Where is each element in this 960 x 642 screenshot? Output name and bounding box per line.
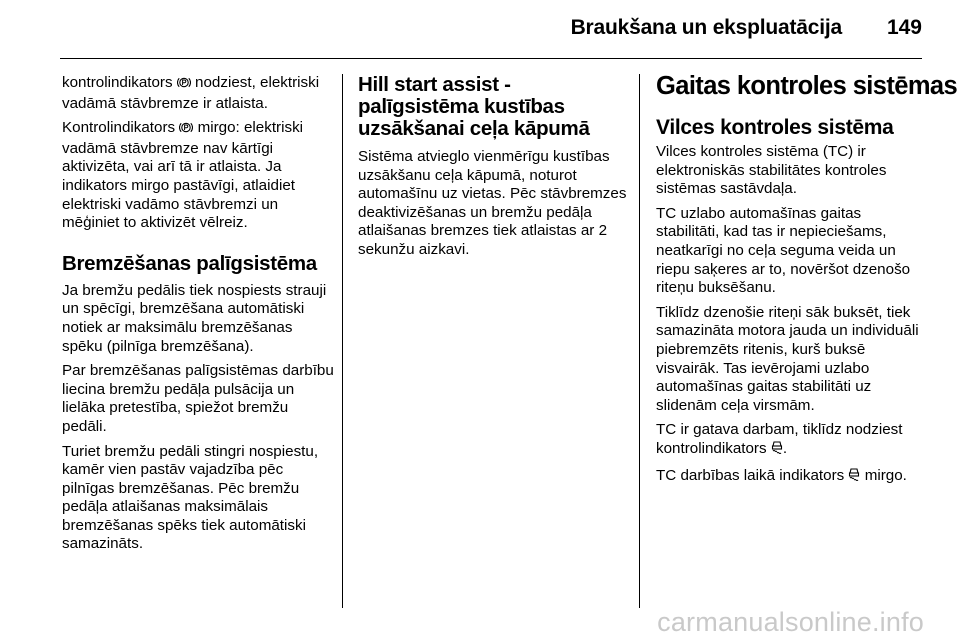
paragraph: TC uzlabo automašīnas gaitas stabilitāti, kad tas ir nepieciešams, neatkarīgi no ceļa seguma veida un riepu saķeres ar to, novēršot dzenošo riteņu buksēšanu. [656, 204, 911, 297]
paragraph: Ja bremžu pedālis tiek nospiests strauji un spēcīgi, bremzēšana automātiski notiek ar maksimālu bremzēšanas spēku (pilnīga bremzēšana). [62, 281, 327, 355]
paragraph: Par bremzēšanas palīgsistēmas darbību liecina bremžu pedāļa pulsācija un lielāka pretestība, spiežot bremžu pedāli. [62, 362, 334, 435]
paragraph: Vilces kontroles sistēma (TC) ir elektroniskās stabilitātes kontroles sistēmas sastāvdaļa. [656, 143, 887, 198]
paragraph: Turiet bremžu pedāli stingri nospiestu, kamēr vien pastāv vajadzība pēc pilnīgas bremzēšanas. Pēc bremžu pedāļa atlaišanas maksimālais bremzēšanas spēks tiek automātiski samazināts. [62, 442, 319, 553]
paragraph: TC darbības laikā indikators mirgo. [656, 467, 928, 488]
column-divider [342, 74, 343, 608]
page-title: Braukšana un ekspluatācija [570, 16, 842, 39]
column-left [62, 74, 334, 560]
section-heading: Hill start assist - palīgsistēma kustības uzsākšanai ceļa kāpumā [358, 73, 590, 140]
column-middle [358, 74, 630, 266]
traction-control-icon [771, 441, 783, 461]
paragraph: TC ir gatava darbam, tiklīdz nodziest kontrolindikators . [656, 421, 928, 460]
paragraph: Tiklīdz dzenošie riteņi sāk buksēt, tiek samazināta motora jauda un individuāli piebremzēts ritenis, kurš buksē visvairāk. Tas ievērojami uzlabo automašīnas gaitas stabilitāti uz slidenām ceļa virsmām. [656, 303, 919, 414]
column-right [656, 72, 958, 493]
paragraph: Sistēma atvieglo vienmērīgu kustības uzsākšanu ceļa kāpumā, noturot automašīnu uz vietas. Pēc stāvbremzes deaktivizēšanas un bremžu pedāļa atlaišanas bremzes tiek atlaistas ar 2 sekunžu aizkavi. [358, 148, 627, 258]
page-number: 149 [886, 16, 922, 39]
traction-control-icon [848, 468, 860, 488]
parking-brake-icon [179, 121, 193, 140]
chapter-heading: Gaitas kontroles sistēmas [656, 72, 958, 100]
paragraph: kontrolindikators nodziest, elektriski vadāmā stāvbremze ir atlaista. [62, 74, 320, 112]
paragraph: Kontrolindikators mirgo: elektriski vadāmā stāvbremze nav kārtīgi aktivizēta, vai arī tā ir atlaista. Ja indikators mirgo pastāvīgi, atlaidiet elektriski vadāmo stāvbremzi un mēģiniet to aktivizēt vēlreiz. [62, 119, 304, 232]
section-heading: Vilces kontroles sistēma [656, 116, 894, 139]
section-heading: Bremzēšanas palīgsistēma [62, 251, 317, 275]
page-header [0, 0, 960, 60]
watermark: carmanualsonline.info [657, 607, 924, 637]
column-divider [639, 74, 640, 608]
parking-brake-icon [177, 76, 191, 95]
header-divider [60, 58, 922, 59]
